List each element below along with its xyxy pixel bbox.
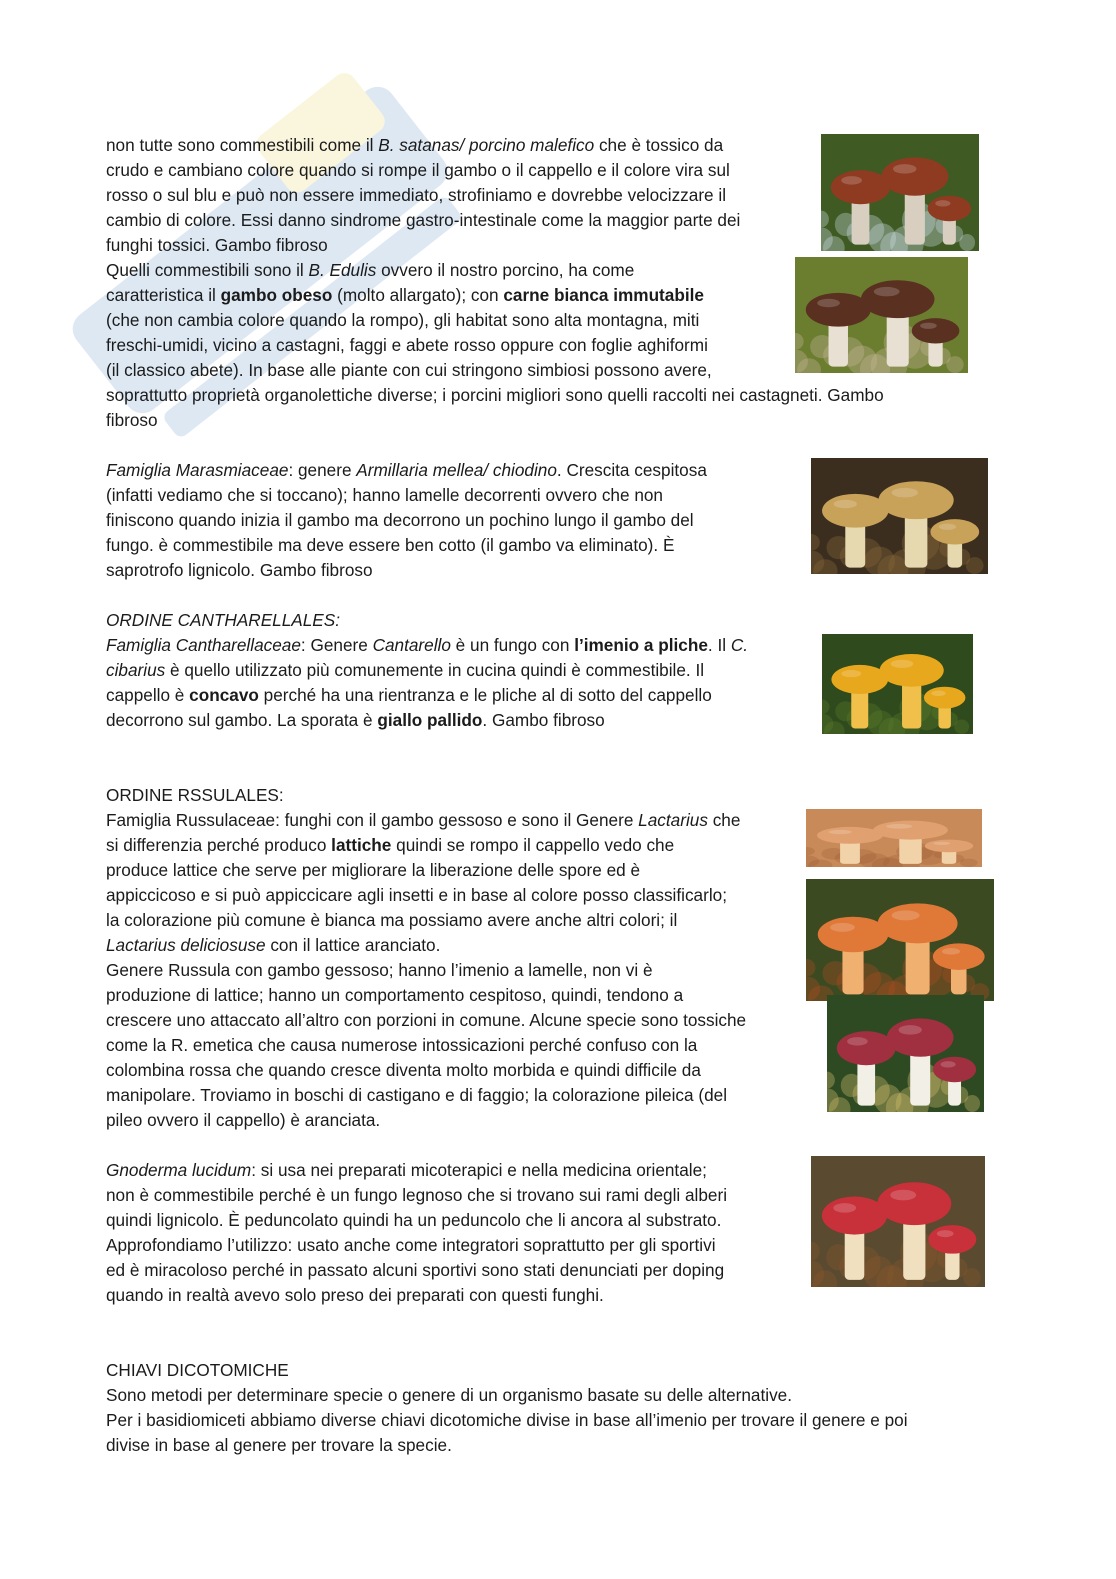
text-span: manipolare. Troviamo in boschi di castigano e di faggio; la colorazione pileica (del (106, 1085, 728, 1105)
italic-text: B. Edulis (308, 260, 377, 280)
paragraph-boletus (106, 133, 884, 433)
photo-image (811, 458, 988, 574)
lactarius-gills-photo (806, 809, 982, 867)
text-span: Famiglia Russulaceae: funghi con il gambo gessoso e sono il Genere (106, 810, 639, 830)
text-line (106, 1358, 908, 1383)
text-span: come la R. emetica che causa numerose intossicazioni perché confuso con la (106, 1035, 698, 1055)
text-span: la colorazione più comune è bianca ma possiamo avere anche altri colori; il (106, 910, 678, 930)
text-span: fungo. è commestibile ma deve essere ben cotto (il gambo va eliminato). È (106, 535, 675, 555)
text-span: si differenzia perché produco (106, 835, 332, 855)
text-span: divise in base al genere per trovare la specie. (106, 1435, 452, 1455)
text-span: colombina rossa che quando cresce diventa molto morbida e quindi difficile da (106, 1060, 701, 1080)
lactarius-deliciosus-photo (806, 879, 994, 1001)
text-span: : genere (288, 460, 357, 480)
text-line (106, 983, 746, 1008)
text-line (106, 458, 707, 483)
text-span: cambio di colore. Essi danno sindrome gastro-intestinale come la maggior parte dei (106, 210, 741, 230)
text-span: fibroso (106, 410, 158, 430)
bold-text: l’imenio a pliche (574, 635, 708, 655)
text-span: è quello utilizzato più comunemente in cucina quindi è commestibile. Il (165, 660, 705, 680)
text-line (106, 1208, 727, 1233)
italic-text: C. (730, 635, 749, 655)
text-span: cappello è (106, 685, 190, 705)
text-line (106, 1233, 727, 1258)
text-span: crescere uno attaccato all’altro con porzioni in comune. Alcune specie sono tossiche (106, 1010, 747, 1030)
text-span: che è tossico da (594, 135, 724, 155)
text-line (106, 1058, 746, 1083)
paragraph-cantharellales (106, 608, 748, 733)
boletus-edulis-photo (795, 257, 968, 373)
text-line (106, 883, 746, 908)
italic-text: Lactarius (638, 810, 708, 830)
text-span: quindi lignicolo. È peduncolato quindi ha un peduncolo che li ancora al substrato. (106, 1210, 722, 1230)
text-span: quando in realtà avevo solo preso dei preparati con questi funghi. (106, 1285, 604, 1305)
text-span: CHIAVI DICOTOMICHE (106, 1360, 289, 1380)
text-span: funghi tossici. Gambo fibroso (106, 235, 328, 255)
ganoderma-lucidum-photo (811, 1156, 985, 1287)
boletus-satanas-photo (821, 134, 979, 251)
text-line (106, 133, 884, 158)
paragraph-marasmiaceae (106, 458, 707, 583)
paragraph-ganoderma (106, 1158, 727, 1308)
italic-text: Gnoderma lucidum (106, 1160, 252, 1180)
text-line (106, 383, 884, 408)
text-line (106, 808, 746, 833)
text-line (106, 1433, 908, 1458)
text-span: produce lattice che serve per migliorare la liberazione delle spore ed è (106, 860, 641, 880)
text-span: Genere Russula con gambo gessoso; hanno l’imenio a lamelle, non vi è (106, 960, 653, 980)
text-line (106, 1033, 746, 1058)
text-span: pileo ovvero il cappello) è aranciata. (106, 1110, 381, 1130)
text-span: ORDINE RSSULALES: (106, 785, 284, 805)
text-span: Per i basidiomiceti abbiamo diverse chiavi dicotomiche divise in base all’imenio per trovare il genere e poi (106, 1410, 908, 1430)
text-span: Sono metodi per determinare specie o genere di un organismo basate su delle alternative. (106, 1385, 793, 1405)
text-line (106, 333, 884, 358)
photo-image (795, 257, 968, 373)
text-span: freschi-umidi, vicino a castagni, faggi e abete rosso oppure con foglie aghiformi (106, 335, 708, 355)
photo-image (811, 1156, 985, 1287)
italic-text: Cantarello (372, 635, 451, 655)
cantharellus-cibarius-photo (822, 634, 973, 734)
text-span: produzione di lattice; hanno un comportamento cespitoso, quindi, tendono a (106, 985, 684, 1005)
text-line (106, 933, 746, 958)
text-line (106, 1083, 746, 1108)
italic-text: ORDINE CANTHARELLALES: (106, 610, 341, 630)
text-span: crudo e cambiano colore quando si rompe il gambo o il cappello e il colore vira sul (106, 160, 730, 180)
photo-image (821, 134, 979, 251)
text-line (106, 233, 884, 258)
text-span: con il lattice aranciato. (265, 935, 441, 955)
bold-text: giallo pallido (377, 710, 483, 730)
text-span: . Gambo fibroso (482, 710, 605, 730)
text-span: (il classico abete). In base alle piante con cui stringono simbiosi possono avere, (106, 360, 712, 380)
text-line (106, 908, 746, 933)
text-span: : Genere (300, 635, 373, 655)
italic-text: B. satanas/ porcino malefico (378, 135, 595, 155)
text-span: (infatti vediamo che si toccano); hanno lamelle decorrenti ovvero che non (106, 485, 663, 505)
italic-text: Lactarius deliciosuse (106, 935, 266, 955)
text-span: caratteristica il (106, 285, 221, 305)
text-line (106, 1258, 727, 1283)
text-span: perché ha una rientranza e le pliche al di sotto del cappello (258, 685, 712, 705)
text-span: decorrono sul gambo. La sporata è (106, 710, 378, 730)
text-line (106, 633, 748, 658)
text-line (106, 183, 884, 208)
text-line (106, 1008, 746, 1033)
text-span: rosso o sul blu e può non essere immediato, strofiniamo e dovrebbe velocizzare il (106, 185, 727, 205)
text-line (106, 783, 746, 808)
text-span: Approfondiamo l’utilizzo: usato anche come integratori soprattutto per gli sportivi (106, 1235, 716, 1255)
text-line (106, 1283, 727, 1308)
text-line (106, 558, 707, 583)
text-line (106, 483, 707, 508)
text-span: Quelli commestibili sono il (106, 260, 309, 280)
text-line (106, 608, 748, 633)
bold-text: concavo (189, 685, 259, 705)
photo-image (806, 809, 982, 867)
text-line (106, 1183, 727, 1208)
text-line (106, 683, 748, 708)
text-span: è un fungo con (450, 635, 575, 655)
text-line (106, 1408, 908, 1433)
text-line (106, 508, 707, 533)
text-line (106, 358, 884, 383)
text-line (106, 258, 884, 283)
text-span: ed è miracoloso perché in passato alcuni sportivi sono stati denunciati per doping (106, 1260, 725, 1280)
text-line (106, 283, 884, 308)
bold-text: carne bianca immutabile (503, 285, 704, 305)
text-span: : si usa nei preparati micoterapici e nella medicina orientale; (251, 1160, 707, 1180)
text-line (106, 408, 884, 433)
text-line (106, 658, 748, 683)
photo-image (827, 995, 984, 1112)
text-span: (molto allargato); con (332, 285, 504, 305)
russula-emetica-photo (827, 995, 984, 1112)
italic-text: Armillaria mellea/ chiodino (356, 460, 557, 480)
text-span: non tutte sono commestibili come il (106, 135, 379, 155)
text-span: (che non cambia colore quando la rompo), gli habitat sono alta montagna, miti (106, 310, 700, 330)
text-line (106, 308, 884, 333)
text-line (106, 1383, 908, 1408)
text-line (106, 858, 746, 883)
text-line (106, 208, 884, 233)
text-span: non è commestibile perché è un fungo legnoso che si trovano sui rami degli alberi (106, 1185, 728, 1205)
text-line (106, 958, 746, 983)
text-span: che (707, 810, 741, 830)
text-span: . Il (707, 635, 731, 655)
text-span: appiccicoso e si può appiccicare agli insetti e in base al colore posso classificarlo; (106, 885, 727, 905)
text-span: ovvero il nostro porcino, ha come (376, 260, 635, 280)
italic-text: Famiglia Cantharellaceae (106, 635, 301, 655)
bold-text: gambo obeso (220, 285, 333, 305)
paragraph-russulales (106, 783, 746, 1133)
text-line (106, 833, 746, 858)
italic-text: cibarius (106, 660, 166, 680)
armillaria-mellea-photo (811, 458, 988, 574)
bold-text: lattiche (331, 835, 392, 855)
text-line (106, 533, 707, 558)
photo-image (806, 879, 994, 1001)
text-span: soprattutto proprietà organolettiche diverse; i porcini migliori sono quelli raccolti nei castagneti. Gambo (106, 385, 884, 405)
text-span: finiscono quando inizia il gambo ma decorrono un pochino lungo il gambo del (106, 510, 694, 530)
text-line (106, 1108, 746, 1133)
text-span: saprotrofo lignicolo. Gambo fibroso (106, 560, 373, 580)
text-line (106, 158, 884, 183)
text-span: quindi se rompo il cappello vedo che (391, 835, 675, 855)
paragraph-chiavi-dicotomiche (106, 1358, 908, 1458)
text-span: . Crescita cespitosa (556, 460, 707, 480)
italic-text: Famiglia Marasmiaceae (106, 460, 289, 480)
photo-image (822, 634, 973, 734)
text-line (106, 708, 748, 733)
text-line (106, 1158, 727, 1183)
